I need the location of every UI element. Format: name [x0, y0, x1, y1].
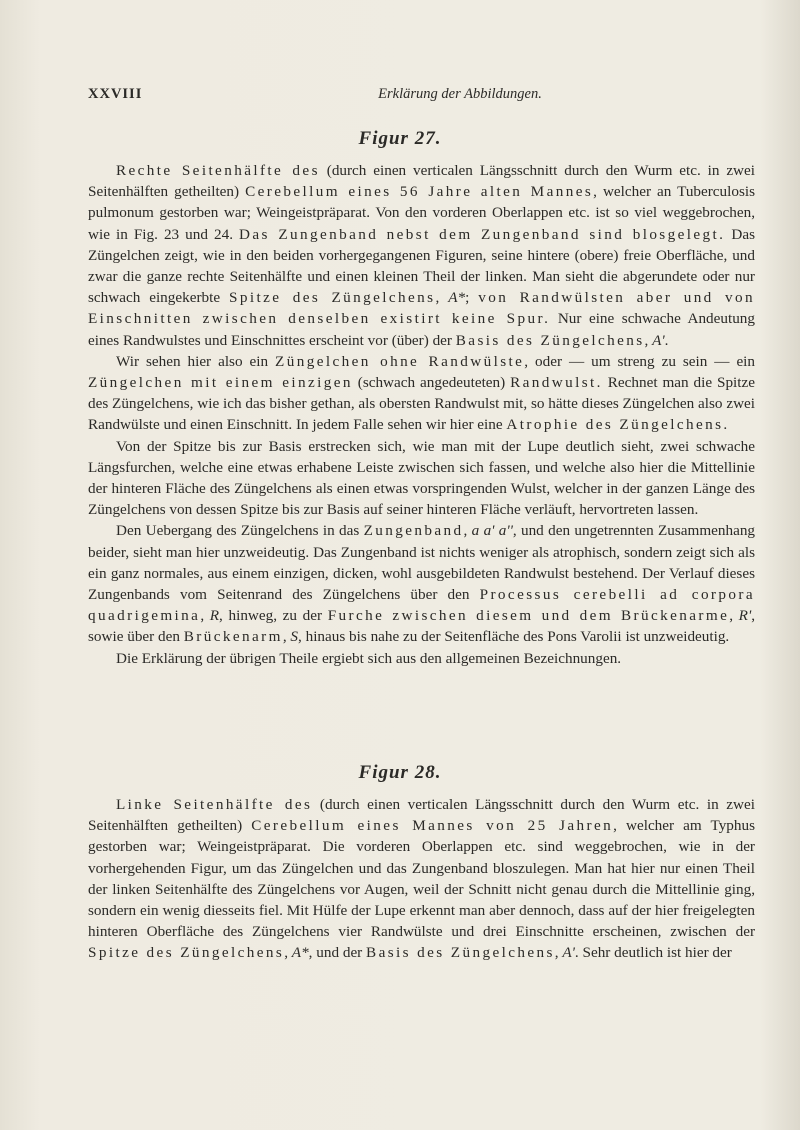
spaced-text: Spitze des Züngelchens [229, 289, 436, 307]
spaced-text: Basis des Züngelchens [366, 944, 555, 962]
spaced-text: Züngelchen mit einem einzigen [88, 374, 353, 392]
text-run: Das Züngelchen zeigt, wie in den beiden vorhergegangenen Figuren, seine hintere (obere) freie Oberfläche, und zwar die ganze rechte Seitenhälfte und einen kleinen Theil der linken. Man sieht die abgerundete oder nur schwach eingekerbte [88, 225, 755, 307]
text-run: , [554, 944, 563, 962]
spaced-text: Zungenband [363, 522, 464, 540]
text-run: (durch einen verticalen Längsschnitt durch den Wurm etc. in zwei Seitenhälften getheilten) [88, 162, 755, 201]
page-header [88, 86, 712, 110]
paragraph [88, 794, 755, 964]
text-run: . [664, 331, 669, 349]
paragraph [88, 436, 755, 521]
text-run: , [644, 331, 653, 349]
spaced-text: Processus cerebelli ad corpora quadrigemina [88, 586, 755, 625]
text-run: Von der Spitze bis zur Basis erstrecken sich, wie man mit der Lupe deutlich sieht, zwei schwache Längsfurchen, welche eine etwas erhabene Leiste zwischen sich fassen, und welche also hier die Mittellinie der hinteren Fläche des Züngelchens als einen etwas vorspringenden Wulst, welcher in der ganzen Länge des Züngelchens von dessen Spitze bis zur Basis auf seiner hinteren Fläche verläuft, hervortreten lassen. [88, 437, 755, 519]
figure-27-heading: Figur 27. [358, 128, 442, 149]
text-run: , [284, 944, 292, 962]
text-run: , sowie über den [88, 607, 755, 646]
italic-label: R [209, 607, 220, 625]
paragraph [88, 160, 755, 351]
spaced-text: Cerebellum eines 56 Jahre alten Mannes [245, 183, 594, 201]
italic-label: a a' a'' [471, 522, 513, 540]
spaced-text: Cerebellum eines Mannes von 25 Jahren [251, 817, 614, 835]
running-title: Erklärung der Abbildungen. [378, 86, 542, 102]
text-run: Den Uebergang des Züngelchens in das [116, 522, 364, 540]
text-run: , und der [308, 944, 367, 962]
text-run: Rechnet man die Spitze des Züngelchens, wie ich das bisher gethan, als obersten Randwulst mit, so hätte dieses Züngelchen also zwei Randwülste und einen Einschnitt. In jedem Falle sehen wir hier eine [88, 374, 755, 434]
italic-label: S [290, 628, 298, 646]
spaced-text: Atrophie des Züngelchens. [506, 416, 730, 434]
page-number: XXVIII [88, 86, 143, 102]
spaced-text: von Randwülsten aber und von Einschnitten zwischen denselben existirt keine Spur. [88, 289, 755, 328]
text-run: Nur eine schwache Andeutung eines Randwulstes und Einschnittes erscheint vor (über) der [88, 310, 755, 349]
spaced-text: Züngelchen ohne Randwülste [275, 352, 525, 370]
text-run: , und den ungetrennten Zusammenhang beider, sieht man hier unzweideutig. Das Zungenband ist nichts weniger als atrophisch, sondern zeigt sich als ein ganz normales, aus einem einzigen, dicken, wohl ausgebildeten Randwulst bestehend. Der Verlauf dieses Zungenbands vom Seitenrand des Züngelchens über den [88, 522, 756, 604]
text-run: , [282, 628, 291, 646]
spaced-text: Rechte Seitenhälfte des [116, 162, 320, 179]
paragraph [88, 520, 755, 647]
text-run: Wir sehen hier also ein [116, 352, 276, 370]
spaced-text: Randwulst. [510, 374, 603, 392]
spaced-text: Furche zwischen diesem und dem Brückenarme [327, 607, 730, 625]
text-run: . Sehr deutlich ist hier der [574, 944, 732, 962]
text-run: , [729, 607, 739, 625]
figure-27-text [88, 160, 755, 669]
text-run: , [463, 522, 472, 540]
text-run: , hinaus bis nahe zu der Seitenfläche des Pons Varolii ist unzweideutig. [298, 628, 730, 646]
figure-28-heading: Figur 28. [358, 762, 442, 783]
text-run: , [200, 607, 210, 625]
text-run: , oder — um streng zu sein — ein [524, 352, 755, 370]
paragraph [88, 648, 755, 669]
spaced-text: Basis des Züngelchens [455, 331, 645, 349]
spaced-text: Linke Seitenhälfte des [116, 796, 313, 813]
spaced-text: Brückenarm [183, 628, 283, 646]
spaced-text: Spitze des Züngelchens [88, 944, 285, 962]
italic-label: A' [652, 331, 665, 349]
text-run: (schwach angedeuteten) [352, 374, 511, 392]
text-run: , welcher am Typhus gestorben war; Weingeistpräparat. Die vorderen Oberlappen etc. sind weggebrochen, wie in der vorhergehenden Figur, um das Züngelchen und das Zungenband bloszulegen. Man hat hier nur einen Theil der linken Seitenhälfte des Züngelchens vor Augen, weil der Schnitt nicht genau durch die Mittellinie ging, sondern ein wenig diesseits fiel. Mit Hülfe der Lupe erkennt man aber dennoch, dass auf der hier freigelegten hinteren Oberfläche des Züngelchens vier Randwülste und drei Einschnitte erscheinen, zwischen der [88, 817, 756, 941]
text-run: , [435, 289, 449, 307]
spaced-text: Das Zungenband nebst dem Zungenband sind blosgelegt. [239, 225, 726, 243]
italic-label: A* [291, 944, 309, 962]
paragraph [88, 351, 755, 436]
text-run: Die Erklärung der übrigen Theile ergiebt sich aus den allgemeinen Bezeichnungen. [116, 649, 622, 667]
italic-label: A' [562, 944, 575, 962]
italic-label: R' [738, 607, 752, 625]
text-run: , hinweg, zu der [219, 607, 328, 625]
text-run: , welcher an Tuberculosis pulmonum gestorben war; Weingeistpräparat. Von den vorderen Oberlappen etc. ist so viel weggebrochen, wie in Fig. 23 und 24. [88, 183, 755, 243]
figure-28-text [88, 794, 755, 964]
italic-label: A* [448, 289, 466, 307]
text-run: (durch einen verticalen Längsschnitt durch den Wurm etc. in zwei Seitenhälften getheilten) [88, 796, 755, 835]
text-run: ; [465, 289, 479, 307]
